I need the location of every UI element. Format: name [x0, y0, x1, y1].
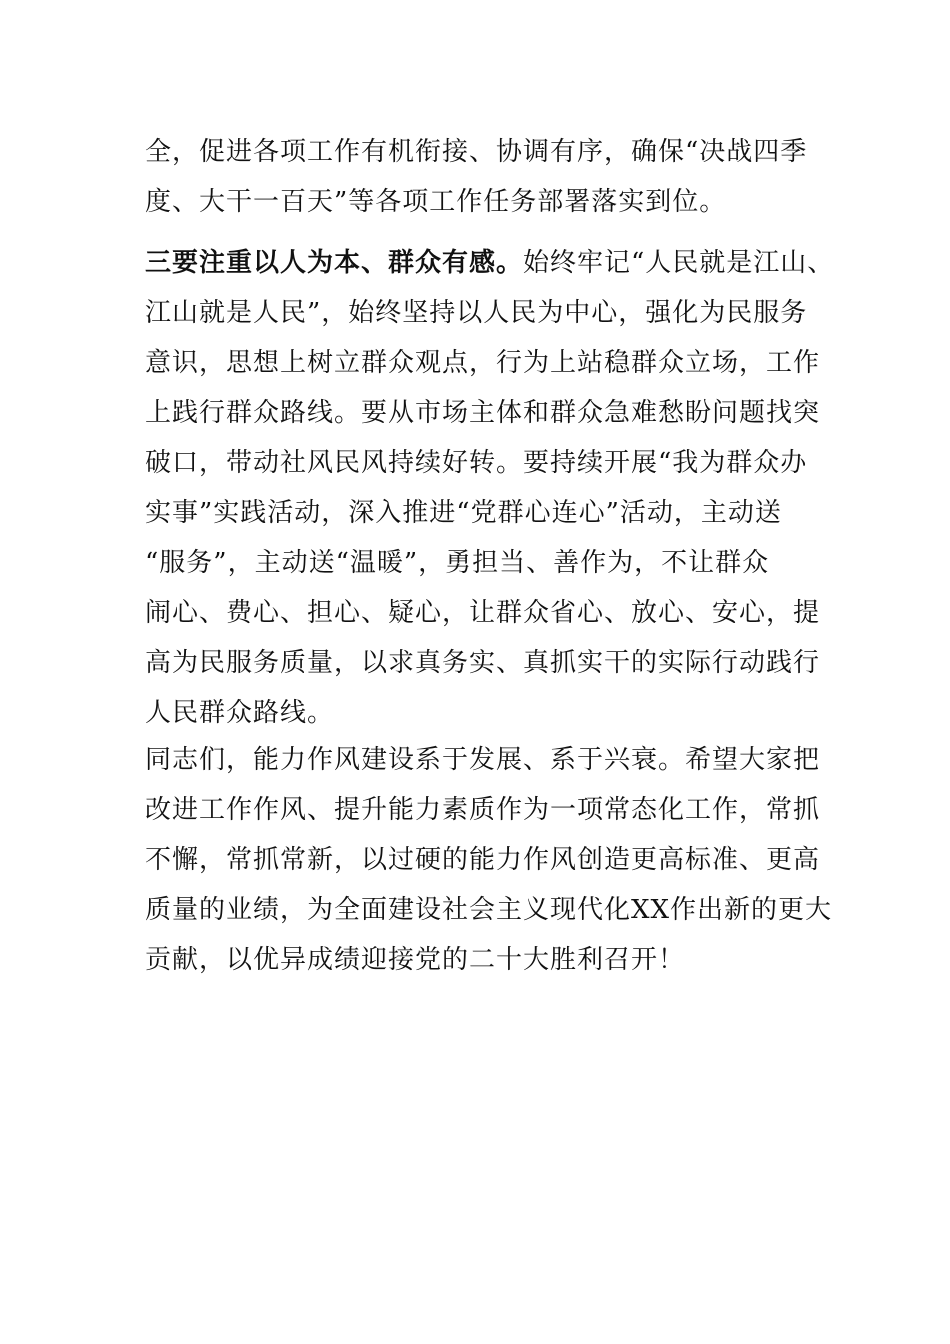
paragraph-continuation [145, 127, 815, 227]
text-line: 江山就是人民”，始终坚持以人民为中心，强化为民服务 [145, 298, 808, 328]
paragraph-closing [145, 735, 833, 985]
text-line: 全，促进各项工作有机衔接、协调有序，确保“决战四季 [145, 137, 808, 167]
text-line: “服务”，主动送“温暖”，勇担当、善作为，不让群众 [145, 548, 770, 578]
text-line: 同志们，能力作风建设系于发展、系于兴衰。希望大家把 [145, 745, 821, 775]
text-line: 上践行群众路线。要从市场主体和群众急难愁盼问题找突 [145, 398, 821, 428]
text-line: 实事”实践活动，深入推进“党群心连心”活动，主动送 [145, 498, 782, 528]
paragraph-people-centered [145, 238, 835, 738]
text-line: 破口，带动社风民风持续好转。要持续开展“我为群众办 [145, 448, 808, 478]
text-line: 度、大干一百天”等各项工作任务部署落实到位。 [145, 187, 727, 217]
section-heading: 三要注重以人为本、群众有感。 [145, 248, 524, 278]
text-line: 高为民服务质量，以求真务实、真抓实干的实际行动践行 [145, 648, 821, 678]
text-run: 始终牢记“人民就是江山、 [523, 248, 835, 278]
text-line: 人民群众路线。 [145, 698, 335, 728]
text-line: 改进工作作风、提升能力素质作为一项常态化工作，常抓 [145, 795, 821, 825]
text-line: 不懈，常抓常新，以过硬的能力作风创造更高标准、更高 [145, 845, 821, 875]
text-line: 闹心、费心、担心、疑心，让群众省心、放心、安心，提 [145, 598, 821, 628]
text-line: 意识，思想上树立群众观点，行为上站稳群众立场，工作 [145, 348, 821, 378]
text-line-with-heading [145, 238, 835, 288]
text-line: 质量的业绩，为全面建设社会主义现代化XX作出新的更大 [145, 895, 833, 925]
text-line: 贡献，以优异成绩迎接党的二十大胜利召开！ [145, 945, 686, 975]
